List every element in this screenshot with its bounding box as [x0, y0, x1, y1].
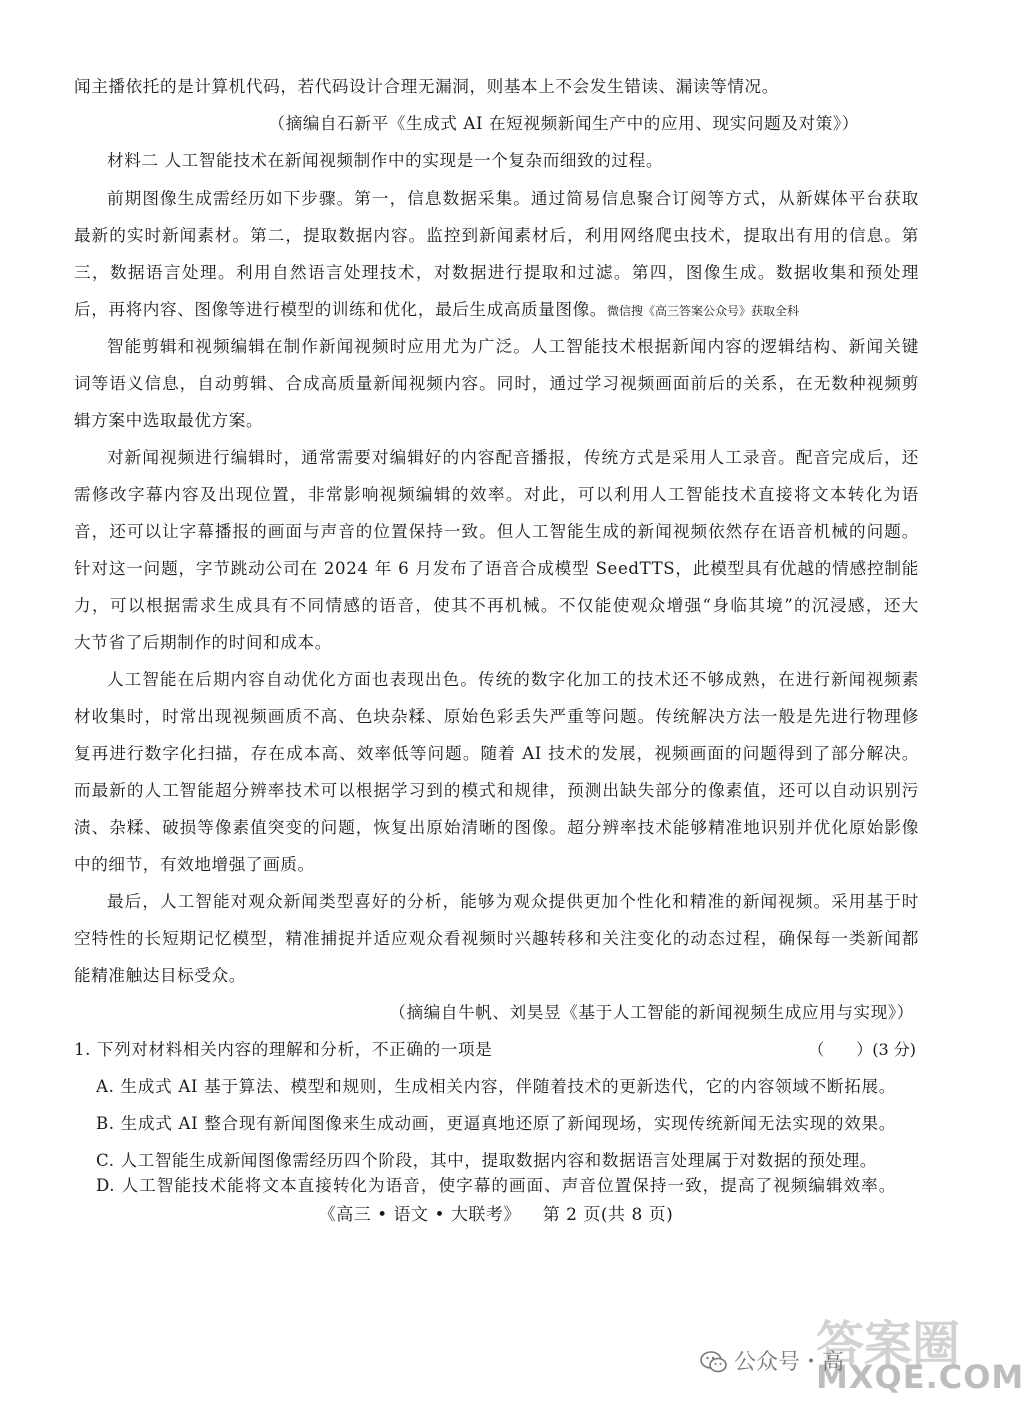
question-stem: 1. 下列对材料相关内容的理解和分析，不正确的一项是 — [74, 1040, 493, 1059]
answer-bracket[interactable]: （ ）(3 分) — [808, 1040, 916, 1059]
text-line-content: 后，再将内容、图像等进行模型的训练和优化，最后生成高质量图像。 — [74, 300, 608, 319]
watermark-account: 公众号・高 — [734, 1350, 845, 1375]
source-citation: （摘编自牛帆、刘昊昱《基于人工智能的新闻视频生成应用与实现》） — [389, 1003, 914, 1022]
text-line: 闻主播依托的是计算机代码，若代码设计合理无漏洞，则基本上不会发生错读、漏读等情况。 — [74, 77, 779, 96]
text-line: 复再进行数字化扫描，存在成本高、效率低等问题。随着 AI 技术的发展，视频画面的问题得到了部分解决。 — [74, 744, 919, 763]
text-line — [74, 291, 919, 330]
text-line: 音，还可以让字幕播报的画面与声音的位置保持一致。但人工智能生成的新闻视频依然存在语音机械的问题。 — [74, 522, 919, 541]
text-line: 中的细节，有效地增强了画质。 — [74, 855, 315, 874]
option-c: C. 人工智能生成新闻图像需经历四个阶段，其中，提取数据内容和数据语言处理属于对数据的预处理。 — [96, 1151, 877, 1170]
text-line: 词等语义信息，自动剪辑、合成高质量新闻视频内容。同时，通过学习视频画面前后的关系，在无数种视频剪 — [74, 374, 919, 393]
text-line: 大节省了后期制作的时间和成本。 — [74, 633, 332, 652]
text-line: 人工智能在后期内容自动优化方面也表现出色。传统的数字化加工的技术还不够成熟，在进行新闻视频素 — [107, 670, 919, 689]
page-number: 第 2 页(共 8 页) — [542, 1205, 674, 1225]
option-d: D. 人工智能技术能将文本直接转化为语音，使字幕的画面、声音位置保持一致，提高了视频编辑效率。 — [96, 1176, 896, 1195]
text-line: 空特性的长短期记忆模型，精准捕捉并适应观众看视频时兴趣转移和关注变化的动态过程，确保每一类新闻都 — [74, 929, 919, 948]
watermark-url: MXQE.COM — [816, 1358, 1024, 1396]
text-line: 最新的实时新闻素材。第二，提取数据内容。监控到新闻素材后，利用网络爬虫技术，提取出有用的信息。第 — [74, 226, 919, 245]
wechat-icon — [700, 1350, 728, 1374]
text-line: 智能剪辑和视频编辑在制作新闻视频时应用尤为广泛。人工智能技术根据新闻内容的逻辑结构、新闻关键 — [107, 337, 919, 356]
text-line: 需修改字幕内容及出现位置，非常影响视频编辑的效率。对此，可以利用人工智能技术直接将文本转化为语 — [74, 485, 919, 504]
text-line: 对新闻视频进行编辑时，通常需要对编辑好的内容配音播报，传统方式是采用人工录音。配音完成后，还 — [107, 448, 919, 467]
text-line: 力，可以根据需求生成具有不同情感的语音，使其不再机械。不仅能使观众增强“身临其境”的沉浸感，还大 — [74, 596, 919, 615]
wechat-note: 微信搜《高三答案公众号》获取全科 — [607, 304, 800, 318]
text-line: 针对这一问题，字节跳动公司在 2024 年 6 月发布了语音合成模型 SeedTTS，此模型具有优越的情感控制能 — [74, 559, 919, 578]
option-a: A. 生成式 AI 基于算法、模型和规则，生成相关内容，伴随着技术的更新迭代，它的内容领域不断拓展。 — [96, 1077, 896, 1096]
source-citation: （摘编自石新平《生成式 AI 在短视频新闻生产中的应用、现实问题及对策》） — [268, 114, 859, 133]
watermark-brand: 答案圈 — [816, 1316, 961, 1372]
text-line: 材收集时，时常出现视频画质不高、色块杂糅、原始色彩丢失严重等问题。传统解决方法一般是先进行物理修 — [74, 707, 919, 726]
text-line: 能精准触达目标受众。 — [74, 966, 246, 985]
text-line: 渍、杂糅、破损等像素值突变的问题，恢复出原始清晰的图像。超分辨率技术能够精准地识别并优化原始影像 — [74, 818, 919, 837]
text-line: 前期图像生成需经历如下步骤。第一，信息数据采集。通过简易信息聚合订阅等方式，从新媒体平台获取 — [107, 189, 919, 208]
text-line: 而最新的人工智能超分辨率技术可以根据学习到的模式和规律，预测出缺失部分的像素值，还可以自动识别污 — [74, 781, 919, 800]
text-line: 三，数据语言处理。利用自然语言处理技术，对数据进行提取和过滤。第四，图像生成。数据收集和预处理 — [74, 263, 919, 282]
material-heading: 材料二 人工智能技术在新闻视频制作中的实现是一个复杂而细致的过程。 — [107, 151, 664, 170]
option-b: B. 生成式 AI 整合现有新闻图像来生成动画，更逼真地还原了新闻现场，实现传统新闻无法实现的效果。 — [96, 1114, 896, 1133]
exam-title: 《高三 • 语文 • 大联考》 — [318, 1205, 521, 1225]
text-line: 辑方案中选取最优方案。 — [74, 411, 264, 430]
page-footer — [0, 1200, 992, 1225]
text-line: 最后，人工智能对观众新闻类型喜好的分析，能够为观众提供更加个性化和精准的新闻视频。采用基于时 — [107, 892, 919, 911]
